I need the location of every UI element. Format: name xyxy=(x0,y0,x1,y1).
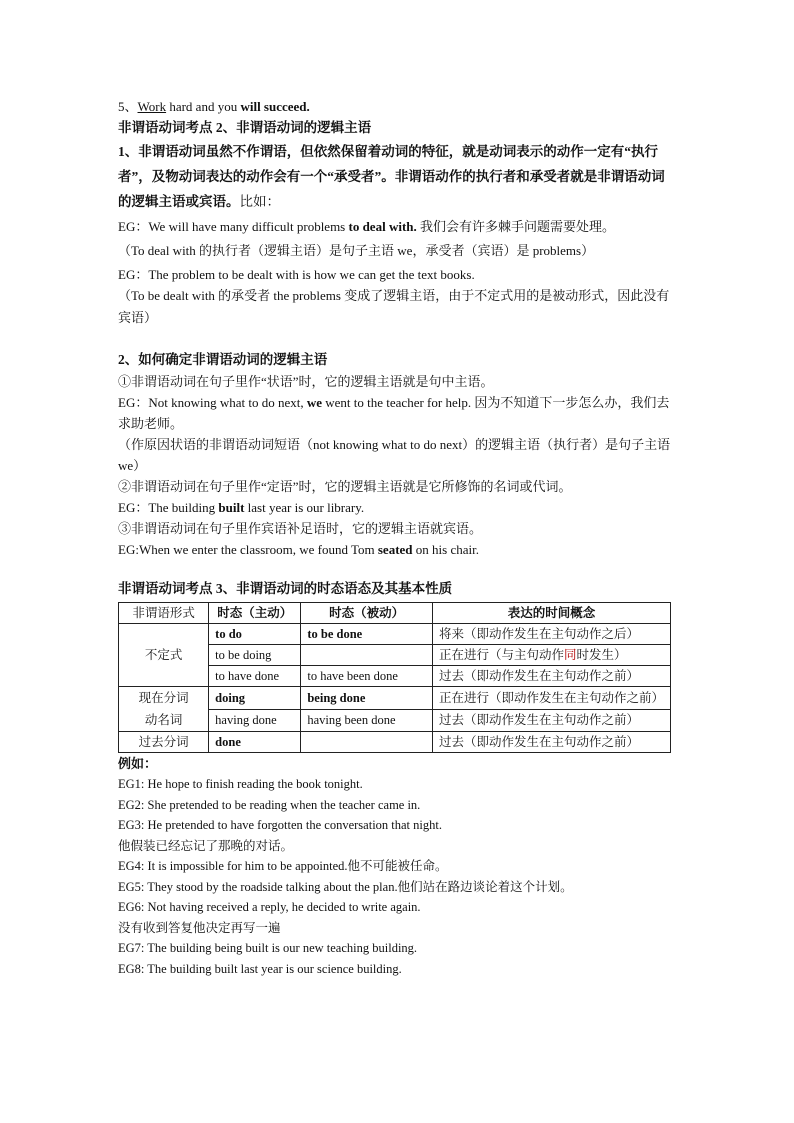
rule-3: ③非谓语动词在句子里作宾语补足语时，它的逻辑主语就宾语。 xyxy=(118,521,483,536)
example-line: EG2: She pretended to be reading when the teacher came in. xyxy=(118,797,421,812)
example-line: EG7: The building being built is our new teaching building. xyxy=(118,941,418,955)
example-line: 没有收到答复他决定再写一遍 xyxy=(118,920,281,935)
rule-2-example xyxy=(118,497,674,518)
time-cell: 将来（即动作发生在主句动作之后） xyxy=(432,624,670,645)
bold-phrase: to deal with. xyxy=(348,219,417,234)
passive-cell xyxy=(301,645,433,666)
table-header-cell: 非谓语形式 xyxy=(119,603,209,624)
example-line: EG1: He hope to finish reading the book tonight. xyxy=(118,777,363,791)
table-row xyxy=(119,624,671,645)
example-line: EG5: They stood by the roadside talking about the plan.他们站在路边谈论着这个计划。 xyxy=(118,879,573,894)
active-cell: having done xyxy=(209,709,301,732)
bold-phrase: seated xyxy=(377,542,413,557)
table-header-cell: 时态（被动） xyxy=(301,603,433,624)
bold-phrase: we xyxy=(306,395,323,410)
example-2: EG：The problem to be dealt with is how we can get the text books. xyxy=(118,267,475,282)
table-row xyxy=(119,732,671,753)
time-text: 时发生） xyxy=(576,648,627,662)
table-row xyxy=(119,687,671,710)
sentence-5 xyxy=(118,96,674,117)
active-cell: to do xyxy=(209,624,301,645)
active-cell: to have done xyxy=(209,666,301,687)
example-translation: 我们会有许多棘手问题需要处理。 xyxy=(416,219,616,234)
passive-cell: having been done xyxy=(301,709,433,732)
example-line: EG8: The building built last year is our science building. xyxy=(118,961,402,976)
active-cell: done xyxy=(209,732,301,753)
form-text: 动名词 xyxy=(144,713,183,727)
form-cell xyxy=(119,687,209,732)
example-text: EG:When we enter the classroom, we found Tom xyxy=(118,542,378,557)
example-text: EG：We will have many difficult problems xyxy=(118,219,349,234)
section-heading-3: 非谓语动词考点 3、非谓语动词的时态语态及其基本性质 xyxy=(118,581,453,596)
underlined-word: Work xyxy=(137,99,167,114)
examples-label: 例如： xyxy=(118,756,158,771)
section-heading-2: 非谓语动词考点 2、非谓语动词的逻辑主语 xyxy=(118,120,372,135)
rule-1: ①非谓语动词在句子里作“状语”时，它的逻辑主语就是句中主语。 xyxy=(118,374,494,389)
time-cell: 过去（即动作发生在主句动作之前） xyxy=(432,709,670,732)
active-cell: doing xyxy=(209,687,301,710)
time-cell xyxy=(432,645,670,666)
explanation-tail: 比如： xyxy=(239,194,280,209)
bold-phrase: built xyxy=(218,500,245,515)
examples-list xyxy=(118,774,674,979)
example-text: on his chair. xyxy=(412,542,479,557)
example-text: EG：The building xyxy=(118,500,219,515)
tense-voice-table xyxy=(118,602,671,753)
example-line: EG3: He pretended to have forgotten the conversation that night. xyxy=(118,818,442,832)
section-heading-how: 2、如何确定非谓语动词的逻辑主语 xyxy=(118,352,328,367)
time-cell: 过去（即动作发生在主句动作之前） xyxy=(432,666,670,687)
document-page xyxy=(118,96,674,979)
passive-cell: to have been done xyxy=(301,666,433,687)
form-text: 现在分词 xyxy=(138,691,189,705)
time-cell: 正在进行（即动作发生在主句动作之前） xyxy=(432,687,670,710)
explanation-text: 1、非谓语动词虽然不作谓语，但依然保留着动词的特征，就是动词表示的动作一定有“执行者”，及物动词表达的动作会有一个“承受者”。非谓语动作的执行者和承受者就是非谓语动词的逻辑主语或宾语。 xyxy=(118,144,665,209)
time-text: 正在进行（与主句动作 xyxy=(438,648,564,662)
rule-1-note: （作原因状语的非谓语动词短语（not knowing what to do next）的逻辑主语（执行者）是句子主语 we） xyxy=(118,437,671,473)
note-1: （To deal with 的执行者（逻辑主语）是句子主语 we，承受者（宾语）是 problems） xyxy=(118,243,595,258)
rule-3-example xyxy=(118,539,674,560)
rule-2: ②非谓语动词在句子里作“定语”时，它的逻辑主语就是它所修饰的名词或代词。 xyxy=(118,479,572,494)
logical-subject-explanation xyxy=(118,139,674,214)
form-cell: 过去分词 xyxy=(119,732,209,753)
example-translation: went to the teacher for help. 因为不知道下一步怎么办，我们去求助老师。 xyxy=(118,395,670,431)
passive-cell xyxy=(301,732,433,753)
passive-cell: being done xyxy=(301,687,433,710)
table-header-cell: 表达的时间概念 xyxy=(432,603,670,624)
example-line: EG6: Not having received a reply, he decided to write again. xyxy=(118,900,421,914)
passive-cell: to be done xyxy=(301,624,433,645)
note-2: （To be dealt with 的承受者 the problems 变成了逻辑主语，由于不定式用的是被动形式，因此没有宾语） xyxy=(118,288,670,325)
example-1 xyxy=(118,216,674,237)
form-cell: 不定式 xyxy=(119,624,209,687)
sentence-text: hard and you xyxy=(166,99,241,114)
example-line: EG4: It is impossible for him to be appointed.他不可能被任命。 xyxy=(118,859,448,873)
sentence-number: 5、 xyxy=(118,99,138,114)
active-cell: to be doing xyxy=(209,645,301,666)
time-cell: 过去（即动作发生在主句动作之前） xyxy=(432,732,670,753)
example-text: EG：Not knowing what to do next, xyxy=(118,395,307,410)
example-line: 他假装已经忘记了那晚的对话。 xyxy=(118,838,294,853)
table-header-row xyxy=(119,603,671,624)
table-header-cell: 时态（主动） xyxy=(209,603,301,624)
rule-1-example xyxy=(118,392,674,434)
bold-phrase: will succeed. xyxy=(240,99,310,114)
example-text: last year is our library. xyxy=(244,500,365,515)
time-highlight: 同 xyxy=(564,648,577,662)
